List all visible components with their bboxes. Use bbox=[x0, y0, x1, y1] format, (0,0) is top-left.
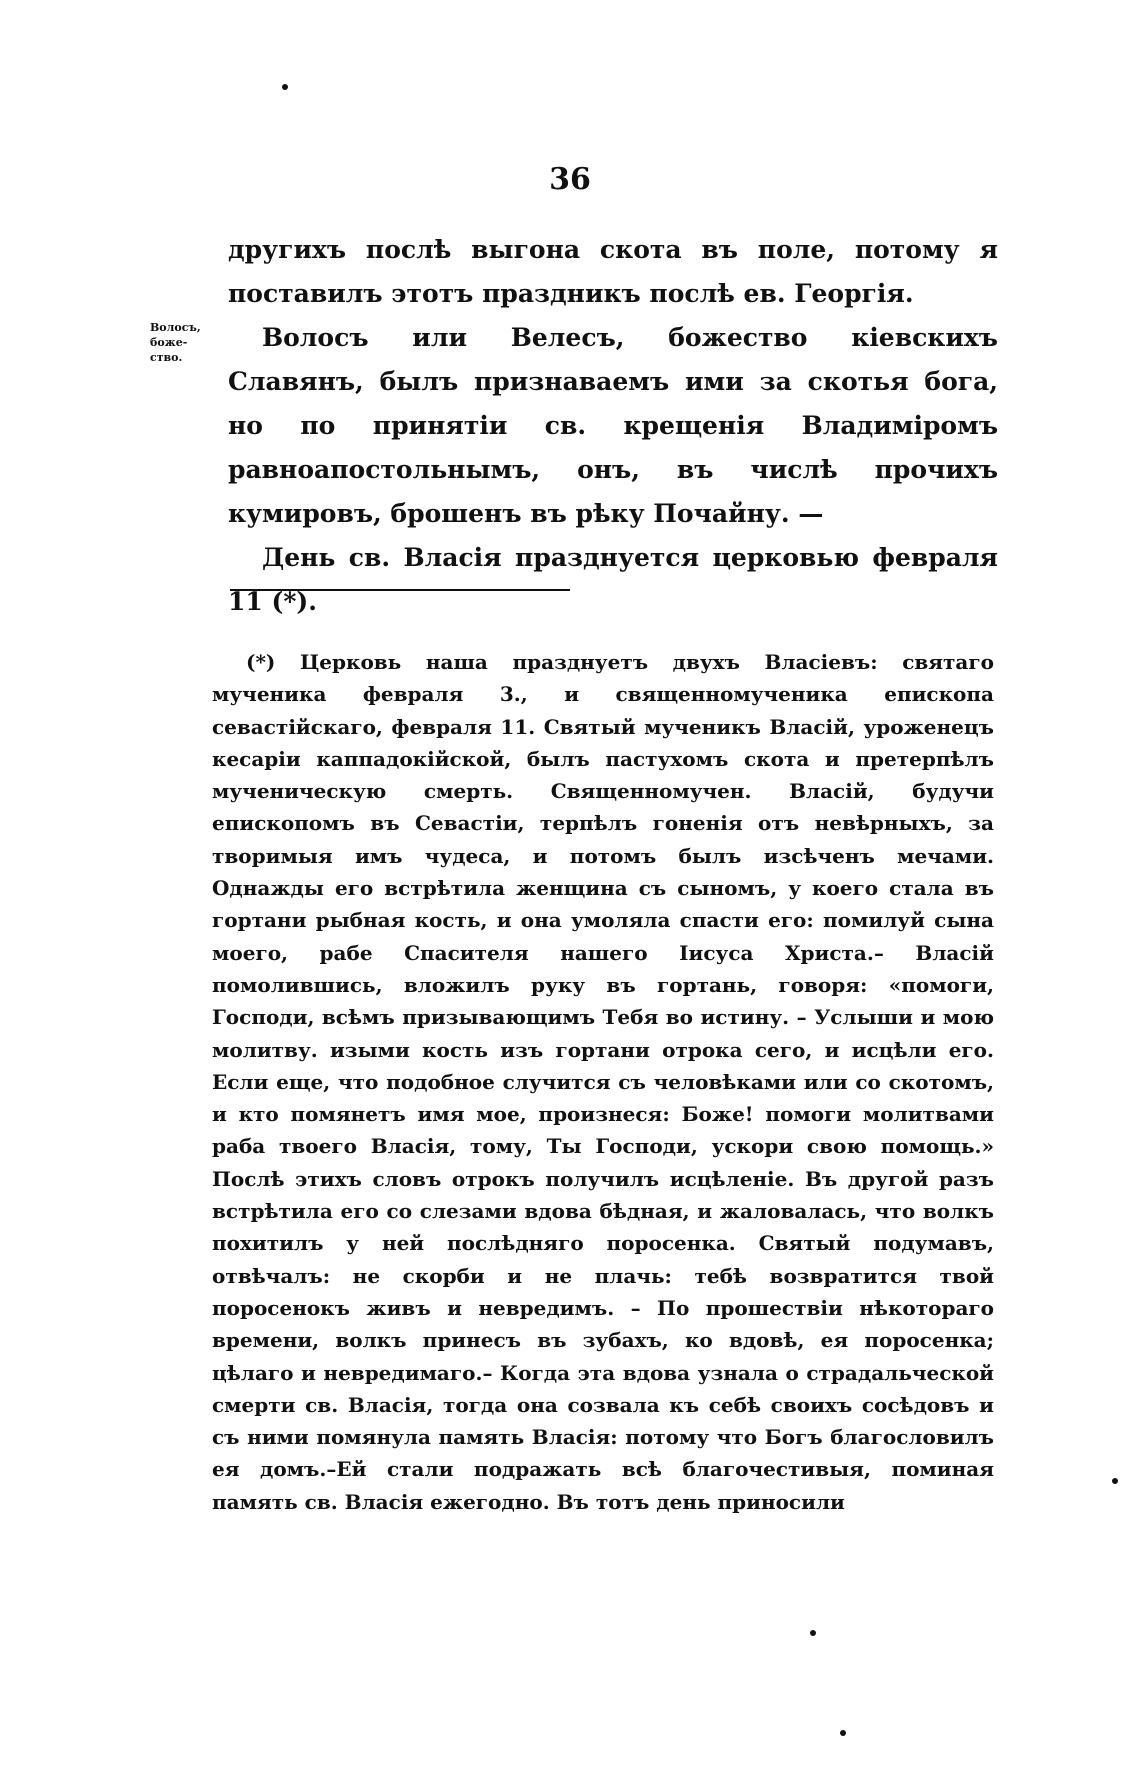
vlasiy-paragraph: День св. Власія празднуется церковью февраля 11 (*). bbox=[228, 543, 998, 616]
margin-note-line: Волосъ, bbox=[150, 321, 201, 334]
margin-note bbox=[150, 320, 210, 365]
main-text bbox=[228, 228, 998, 624]
margin-note-line: ство. bbox=[150, 351, 183, 364]
footnote-rule bbox=[230, 589, 570, 591]
ink-speck bbox=[282, 84, 288, 90]
volos-paragraph: Волосъ или Велесъ, божество кіевскихъ Славянъ, былъ признаваемъ ими за скотья бога, но по принятіи св. крещенія Владиміромъ равноапостольнымъ, онъ, въ числѣ прочихъ кумировъ, брошенъ въ рѣку Почайну. — bbox=[228, 323, 998, 528]
ink-speck bbox=[840, 1730, 846, 1736]
ink-speck bbox=[1112, 1478, 1118, 1484]
ink-speck bbox=[810, 1630, 816, 1636]
continuation-paragraph: другихъ послѣ выгона скота въ поле, потому я поставилъ этотъ праздникъ послѣ ев. Георгія. bbox=[228, 235, 998, 308]
footnote: (*) Церковь наша празднуетъ двухъ Власіевъ: святаго мученика февраля 3., и священномученика епископа севастійскаго, февраля 11. Святый мученикъ Власій, уроженецъ кесаріи каппадокійской, былъ пастухомъ скота и претерпѣлъ мученическую смерть. Священномучен. Власій, будучи епископомъ въ Севастіи, терпѣлъ гоненія отъ невѣрныхъ, за творимыя имъ чудеса, и потомъ былъ изсѣченъ мечами. Однажды его встрѣтила женщина съ сыномъ, у коего стала въ гортани рыбная кость, и она умоляла спасти его: помилуй сына моего, рабе Спасителя нашего Іисуса Христа.– Власій помолившись, вложилъ руку въ гортань, говоря: «помоги, Господи, всѣмъ призывающимъ Тебя во истину. – Услыши и мою молитву. изыми кость изъ гортани отрока сего, и исцѣли его. Если еще, что подобное случится съ человѣками или со скотомъ, и кто помянетъ имя мое, произнеся: Боже! помоги молитвами раба твоего Власія, тому, Ты Господи, ускори свою помощь.» Послѣ этихъ словъ отрокъ получилъ исцѣленіе. Въ другой разъ встрѣтила его со слезами вдова бѣдная, и жаловалась, что волкъ похитилъ у ней послѣдняго поросенка. Святый подумавъ, отвѣчалъ: не скорби и не плачь: тебѣ возвратится твой поросенокъ живъ и невредимъ. – По прошествіи нѣкотораго времени, волкъ принесъ въ зубахъ, ко вдовѣ, ея поросенка; цѣлаго и невредимаго.– Когда эта вдова узнала о страдальческой смерти св. Власія, тогда она созвала къ себѣ своихъ сосѣдовъ и съ ними помянула память Власія: потому что Богъ благословилъ ея домъ.–Ей стали подражать всѣ благочестивыя, поминая память св. Власія ежегодно. Въ тотъ день приносили bbox=[212, 650, 994, 1514]
page-number: 36 bbox=[549, 162, 591, 197]
margin-note-line: боже- bbox=[150, 336, 188, 349]
